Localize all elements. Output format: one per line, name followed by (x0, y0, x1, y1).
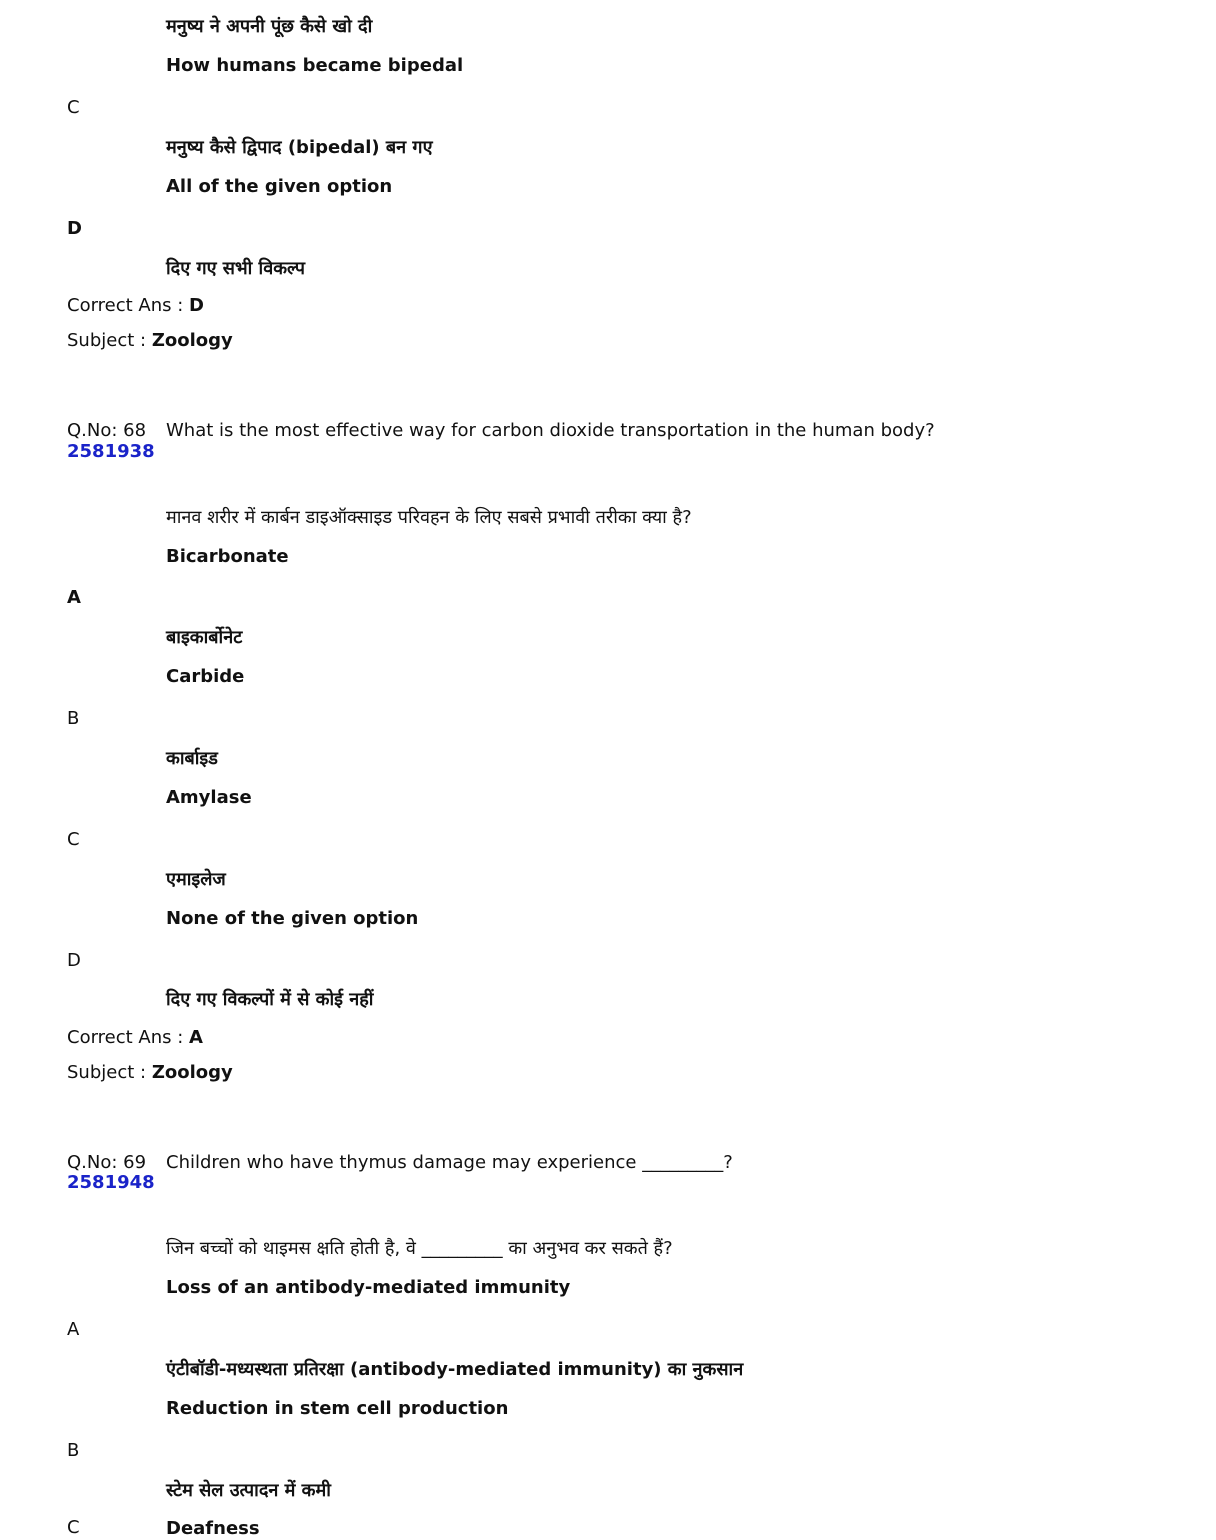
option-c-english: Deafness (166, 1518, 260, 1539)
option-a-english: Bicarbonate (166, 546, 289, 567)
subject-value: Zoology (151, 330, 233, 351)
option-b-letter: B (67, 708, 80, 729)
option-d-letter: D (67, 950, 81, 971)
option-b-letter: B (67, 1440, 80, 1461)
subject (67, 1062, 233, 1084)
subject-label: Subject : (67, 330, 147, 351)
question-id: 2581938 (67, 441, 155, 462)
option-c-english: Amylase (166, 787, 252, 808)
option-d-english: All of the given option (166, 176, 393, 197)
option-a-hindi: बाइकार्बोनेट (166, 627, 243, 648)
option-c-hindi: मनुष्य कैसे द्विपाद (bipedal) बन गए (166, 137, 433, 158)
option-b-english: Carbide (166, 666, 245, 687)
question-text-hindi: मानव शरीर में कार्बन डाइऑक्साइड परिवहन के लिए सबसे प्रभावी तरीका क्या है? (166, 507, 692, 528)
option-b-hindi: स्टेम सेल उत्पादन में कमी (166, 1480, 331, 1501)
option-c-letter: C (67, 97, 80, 118)
option-a-letter: A (67, 1319, 80, 1340)
correct-answer (67, 295, 204, 317)
correct-answer-label: Correct Ans : (67, 1027, 184, 1048)
correct-answer-value: A (189, 1027, 203, 1048)
option-b-english: Reduction in stem cell production (166, 1398, 509, 1419)
subject (67, 330, 233, 352)
question-id: 2581948 (67, 1172, 155, 1193)
option-b-hindi: कार्बाइड (166, 748, 218, 769)
question-number: Q.No: 69 (67, 1152, 147, 1173)
correct-answer-value: D (189, 295, 204, 316)
subject-value: Zoology (151, 1062, 233, 1083)
option-b-hindi: मनुष्य ने अपनी पूंछ कैसे खो दी (166, 16, 373, 37)
correct-answer (67, 1027, 203, 1049)
option-d-hindi: दिए गए विकल्पों में से कोई नहीं (166, 989, 374, 1010)
option-c-letter: C (67, 829, 80, 850)
option-a-hindi: एंटीबॉडी-मध्यस्थता प्रतिरक्षा (antibody-mediated immunity) का नुकसान (166, 1359, 744, 1380)
question-number: Q.No: 68 (67, 420, 147, 441)
option-a-english: Loss of an antibody-mediated immunity (166, 1277, 571, 1298)
option-d-hindi: दिए गए सभी विकल्प (166, 258, 305, 279)
question-text-english: What is the most effective way for carbon dioxide transportation in the human body? (166, 420, 935, 441)
option-d-english: None of the given option (166, 908, 419, 929)
option-c-english: How humans became bipedal (166, 55, 464, 76)
option-c-hindi: एमाइलेज (166, 869, 226, 890)
option-a-letter: A (67, 587, 81, 608)
subject-label: Subject : (67, 1062, 147, 1083)
question-text-english: Children who have thymus damage may experience _________? (166, 1152, 733, 1173)
option-c-letter: C (67, 1517, 80, 1538)
question-text-hindi: जिन बच्चों को थाइमस क्षति होती है, वे _________ का अनुभव कर सकते हैं? (166, 1238, 673, 1259)
option-d-letter: D (67, 218, 82, 239)
correct-answer-label: Correct Ans : (67, 295, 184, 316)
